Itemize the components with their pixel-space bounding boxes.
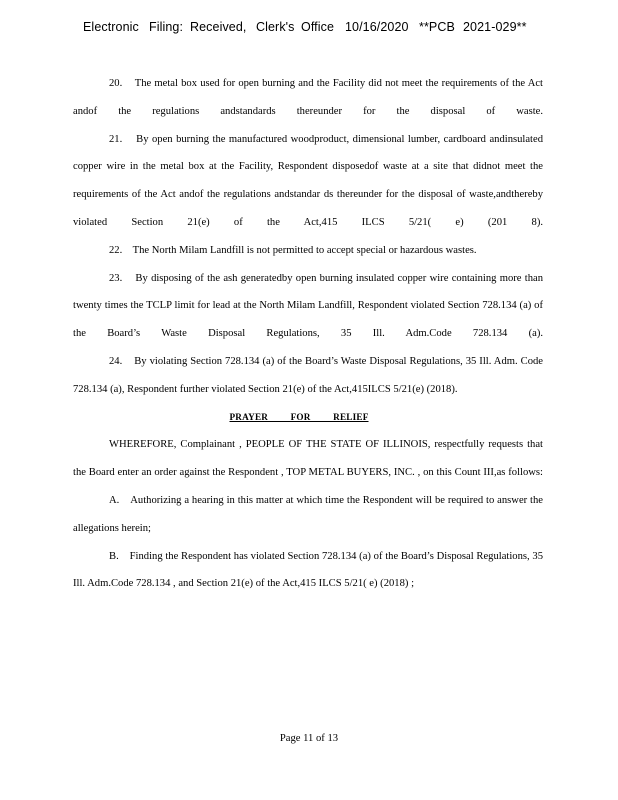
document-body <box>73 70 546 598</box>
paragraph-23: 23. By disposing of the ash generatedby open burning insulated copper wire containing more than twenty times the TCLP limit for lead at the North Milam Landfill, Respondent violated Section 728.134 (a) of the Board’s Waste Disposal Regulations, 35 Ill. Adm.Code 728.134 (a). <box>73 272 546 340</box>
header-clerks: Clerk's <box>256 20 295 34</box>
header-pcb: **PCB <box>419 20 455 34</box>
header-filing: Filing: <box>149 20 184 34</box>
header-received: Received, <box>190 20 247 34</box>
header-case-number: 2021-029** <box>463 20 527 34</box>
prayer-for-relief-heading: PRAYER FOR RELIEF <box>229 411 369 422</box>
prayer-item-a: A. Authorizing a hearing in this matter at which time the Respondent will be required to answer the allegations herein; <box>73 494 546 534</box>
header-office: Office <box>301 20 335 34</box>
section-heading <box>73 404 543 432</box>
paragraph-24: 24. By violating Section 728.134 (a) of the Board’s Waste Disposal Regulations, 35 Ill. Adm. Code 728.134 (a), Respondent further violated Section 21(e) of the Act,415ILCS 5/21(e) (2018). <box>73 355 546 395</box>
prayer-intro: WHEREFORE, Complainant , PEOPLE OF THE STATE OF ILLINOIS, respectfully requests that the Board enter an order against the Respondent , TOP METAL BUYERS, INC. , on this Count III,as follows: <box>73 439 543 479</box>
paragraph-21: 21. By open burning the manufactured woodproduct, dimensional lumber, cardboard andinsulated copper wire in the metal box at the Facility, Respondent disposedof waste at a site that didnot meet the requirements of the Act andof the regulations andstandar ds thereunder for the disposal of waste,andthereby violated Section 21(e) of the Act,415 ILCS 5/21( e) (201 8). <box>73 133 546 228</box>
page-number: Page 11 of 13 <box>279 733 339 744</box>
prayer-item-b: B. Finding the Respondent has violated Section 728.134 (a) of the Board’s Disposal Regulations, 35 Ill. Adm.Code 728.134 , and Section 21(e) of the Act,415 ILCS 5/21( e) (2018) ; <box>73 550 546 590</box>
header-electronic: Electronic <box>83 20 139 34</box>
paragraph-20: 20. The metal box used for open burning and the Facility did not meet the requirements of the Act andof the regulations andstandards thereunder for the disposal of waste. <box>73 78 546 117</box>
paragraph-22: 22. The North Milam Landfill is not permitted to accept special or hazardous wastes. <box>109 244 477 256</box>
header-date: 10/16/2020 <box>345 20 409 34</box>
